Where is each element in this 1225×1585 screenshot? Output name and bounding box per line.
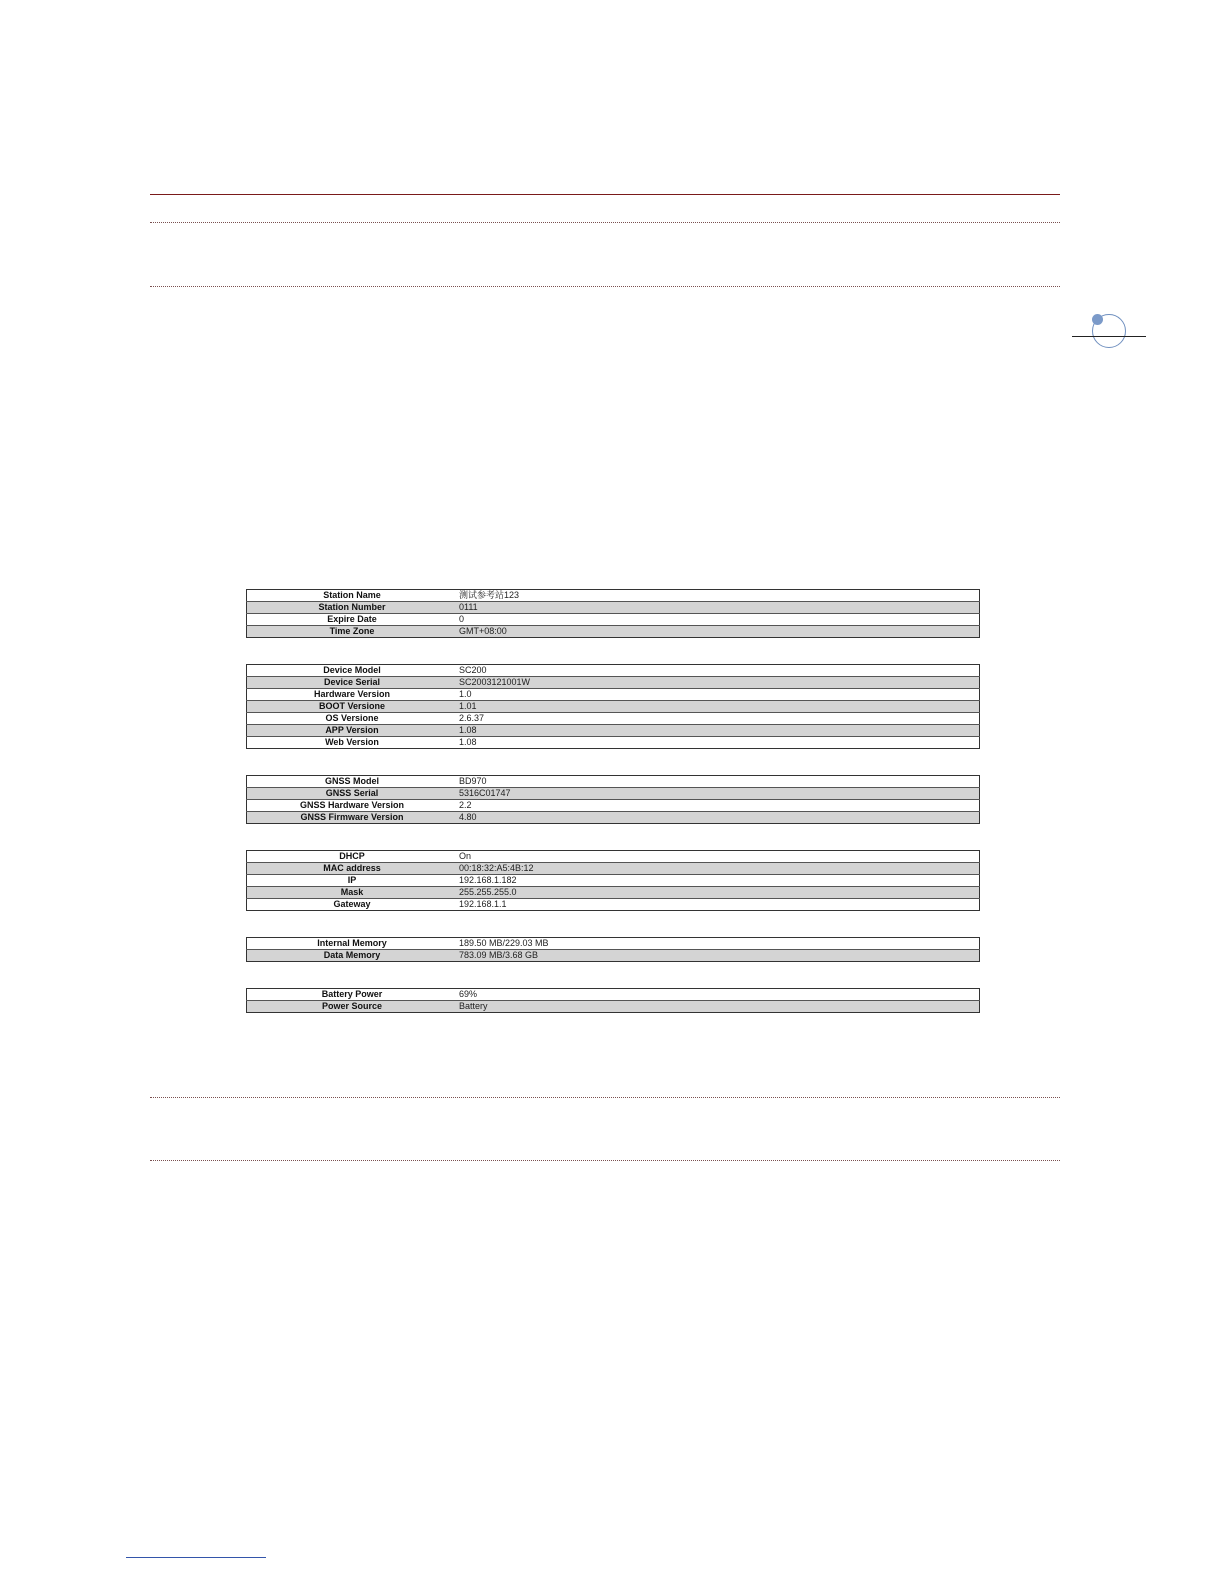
table-row — [247, 689, 980, 701]
table-row — [247, 950, 980, 962]
table-row — [247, 725, 980, 737]
row-label: Power Source — [247, 1001, 458, 1013]
table-row — [247, 737, 980, 749]
row-value: SC2003121001W — [457, 677, 980, 689]
row-label: GNSS Serial — [247, 788, 458, 800]
table-row — [247, 701, 980, 713]
memory-info-table — [246, 937, 980, 962]
row-label: APP Version — [247, 725, 458, 737]
footnote-separator — [126, 1557, 266, 1558]
row-value: 1.08 — [457, 725, 980, 737]
row-value: GMT+08:00 — [457, 626, 980, 638]
row-value: Battery — [457, 1001, 980, 1013]
row-value: 1.01 — [457, 701, 980, 713]
table-row — [247, 851, 980, 863]
row-label: Hardware Version — [247, 689, 458, 701]
table-row — [247, 713, 980, 725]
divider-bottom-1 — [150, 1097, 1060, 1098]
row-label: Mask — [247, 887, 458, 899]
row-label: OS Versione — [247, 713, 458, 725]
table-row — [247, 614, 980, 626]
table-row — [247, 602, 980, 614]
row-value: 5316C01747 — [457, 788, 980, 800]
device-info-screenshot — [246, 589, 980, 1039]
row-value: 1.0 — [457, 689, 980, 701]
row-label: GNSS Hardware Version — [247, 800, 458, 812]
table-row — [247, 800, 980, 812]
table-row — [247, 812, 980, 824]
table-row — [247, 626, 980, 638]
row-label: Station Name — [247, 590, 458, 602]
row-value: 1.08 — [459, 737, 477, 747]
row-value: 4.80 — [457, 812, 980, 824]
row-value: BD970 — [457, 776, 980, 788]
table-row — [247, 863, 980, 875]
row-label: Web Version — [325, 737, 379, 747]
row-value: 189.50 MB/229.03 MB — [457, 938, 980, 950]
row-value: 783.09 MB/3.68 GB — [457, 950, 980, 962]
row-label: MAC address — [247, 863, 458, 875]
row-label: IP — [247, 875, 458, 887]
divider-bottom-2 — [150, 1160, 1060, 1161]
row-label: Gateway — [333, 899, 371, 909]
row-value: 69% — [457, 989, 980, 1001]
power-info-table — [246, 988, 980, 1013]
row-value: 2.6.37 — [457, 713, 980, 725]
table-row — [247, 776, 980, 788]
row-label: Battery Power — [247, 989, 458, 1001]
row-value: 192.168.1.1 — [459, 899, 507, 909]
network-info-table — [246, 850, 980, 911]
divider-top-2 — [150, 286, 1060, 287]
table-row — [247, 677, 980, 689]
table-row — [247, 938, 980, 950]
table-row — [247, 989, 980, 1001]
table-row — [247, 590, 980, 602]
row-value: SC200 — [457, 665, 980, 677]
device-info-table — [246, 664, 980, 749]
row-label: GNSS Firmware Version — [247, 812, 458, 824]
table-row — [247, 899, 980, 911]
row-label: Time Zone — [247, 626, 458, 638]
row-label: Station Number — [247, 602, 458, 614]
table-row — [247, 887, 980, 899]
row-label: BOOT Versione — [247, 701, 458, 713]
row-label: Expire Date — [247, 614, 458, 626]
row-value: On — [457, 851, 980, 863]
row-value: 00:18:32:A5:4B:12 — [457, 863, 980, 875]
row-label: Device Serial — [247, 677, 458, 689]
row-label: DHCP — [247, 851, 458, 863]
table-row — [247, 788, 980, 800]
row-label: Device Model — [247, 665, 458, 677]
table-row — [247, 875, 980, 887]
row-value: 0111 — [457, 602, 980, 614]
row-value: 192.168.1.182 — [457, 875, 980, 887]
row-value: 测试参考站123 — [457, 590, 980, 602]
row-value: 2.2 — [457, 800, 980, 812]
table-row — [247, 665, 980, 677]
gnss-info-table — [246, 775, 980, 824]
row-label: GNSS Model — [247, 776, 458, 788]
row-value: 255.255.255.0 — [457, 887, 980, 899]
page-marker-icon — [1072, 312, 1148, 352]
table-row — [247, 1001, 980, 1013]
row-value: 0 — [457, 614, 980, 626]
header-rule — [150, 194, 1060, 195]
row-label: Data Memory — [247, 950, 458, 962]
station-info-table — [246, 589, 980, 638]
row-label: Internal Memory — [247, 938, 458, 950]
divider-top-1 — [150, 222, 1060, 223]
